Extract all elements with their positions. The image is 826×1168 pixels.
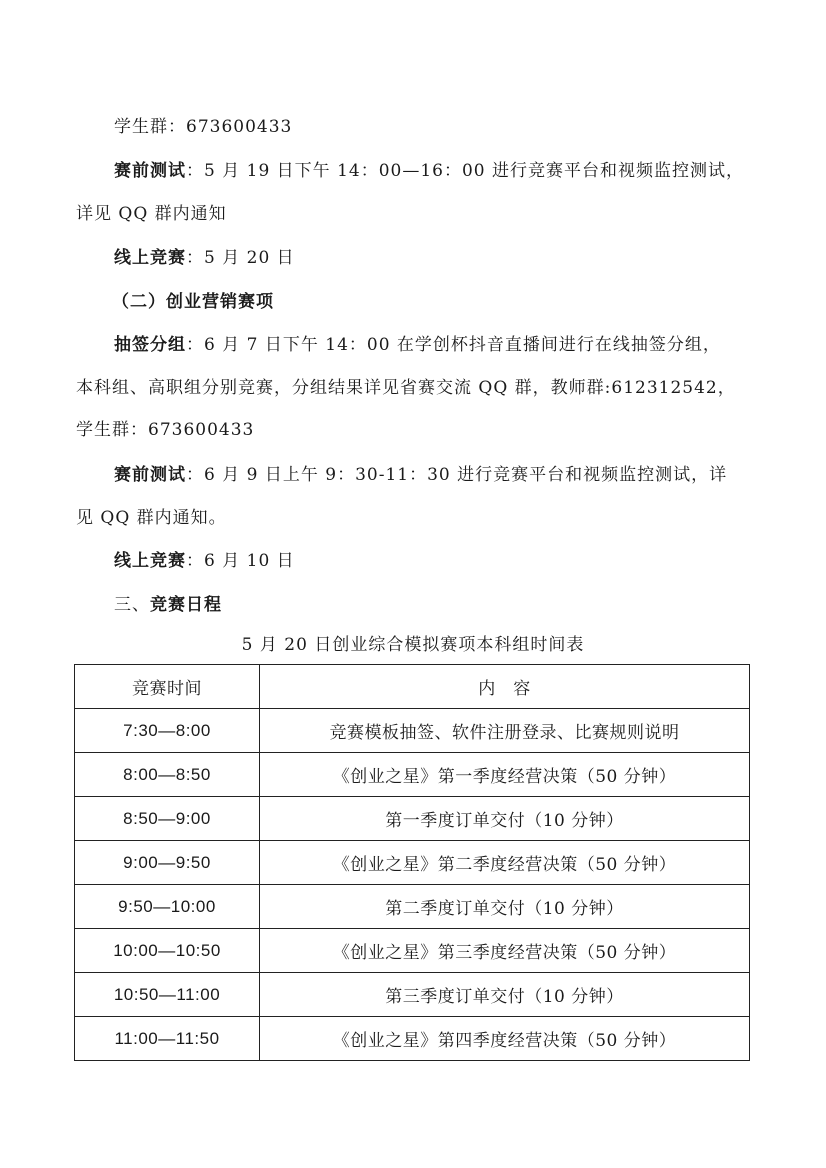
paragraph-draw [114,330,721,355]
content-cell: 《创业之星》第三季度经营决策（50 分钟） [260,929,750,973]
time-cell: 9:00—9:50 [75,841,260,885]
paragraph-online-1 [114,243,295,268]
time-cell: 11:00—11:50 [75,1017,260,1061]
text: ：6 月 9 日上午 9：30-11：30 进行竞赛平台和视频监控测试，详 [186,465,728,485]
text: ：5 月 19 日下午 14：00—16：00 进行竞赛平台和视频监控测试， [186,161,744,181]
section-heading-marketing [112,287,274,312]
table-caption: 5 月 20 日创业综合模拟赛项本科组时间表 [241,635,585,655]
header-content: 内 容 [260,665,750,709]
time-cell: 9:50—10:00 [75,885,260,929]
text: ：6 月 7 日下午 14：00 在学创杯抖音直播间进行在线抽签分组， [186,335,721,355]
table-row [75,929,750,973]
paragraph-pretest-2-cont [76,503,227,528]
time-cell: 10:00—10:50 [75,929,260,973]
label: 赛前测试 [114,465,186,485]
time-cell: 8:00—8:50 [75,753,260,797]
table-row [75,797,750,841]
header-time: 竞赛时间 [75,665,260,709]
table-row [75,753,750,797]
table-row [75,709,750,753]
content-cell: 《创业之星》第一季度经营决策（50 分钟） [260,753,750,797]
paragraph-student-group [114,112,292,137]
paragraph-pretest-2 [114,460,727,485]
time-cell: 8:50—9:00 [75,797,260,841]
content-cell: 《创业之星》第四季度经营决策（50 分钟） [260,1017,750,1061]
label: 赛前测试 [114,161,186,181]
text: （二）创业营销赛项 [112,292,274,312]
label: 线上竞赛 [114,551,186,571]
time-cell: 7:30—8:00 [75,709,260,753]
schedule-table [74,664,750,1061]
text: 本科组、高职组分别竞赛，分组结果详见省赛交流 QQ 群，教师群:612312542， [76,378,736,398]
time-cell: 10:50—11:00 [75,973,260,1017]
section-heading-schedule [114,590,222,615]
paragraph-pretest-1 [114,156,744,181]
text: 详见 QQ 群内通知 [76,204,227,224]
paragraph-draw-cont2 [76,415,254,440]
table-row [75,1017,750,1061]
paragraph-pretest-1-cont [76,199,227,224]
paragraph-draw-cont1 [76,373,736,398]
table-header-row [75,665,750,709]
table-row [75,885,750,929]
text: 竞赛日程 [150,595,222,615]
label: 线上竞赛 [114,248,186,268]
content-cell: 第一季度订单交付（10 分钟） [260,797,750,841]
table-row [75,841,750,885]
label: 抽签分组 [114,335,186,355]
content-cell: 《创业之星》第二季度经营决策（50 分钟） [260,841,750,885]
text: ：5 月 20 日 [186,248,295,268]
table-row [75,973,750,1017]
text: 见 QQ 群内通知。 [76,508,227,528]
content-cell: 第三季度订单交付（10 分钟） [260,973,750,1017]
content-cell: 第二季度订单交付（10 分钟） [260,885,750,929]
content-cell: 竞赛模板抽签、软件注册登录、比赛规则说明 [260,709,750,753]
prefix: 三、 [114,595,150,615]
paragraph-online-2 [114,546,295,571]
text: ：6 月 10 日 [186,551,295,571]
text: 学生群：673600433 [76,420,255,440]
text: 学生群：673600433 [114,117,293,137]
